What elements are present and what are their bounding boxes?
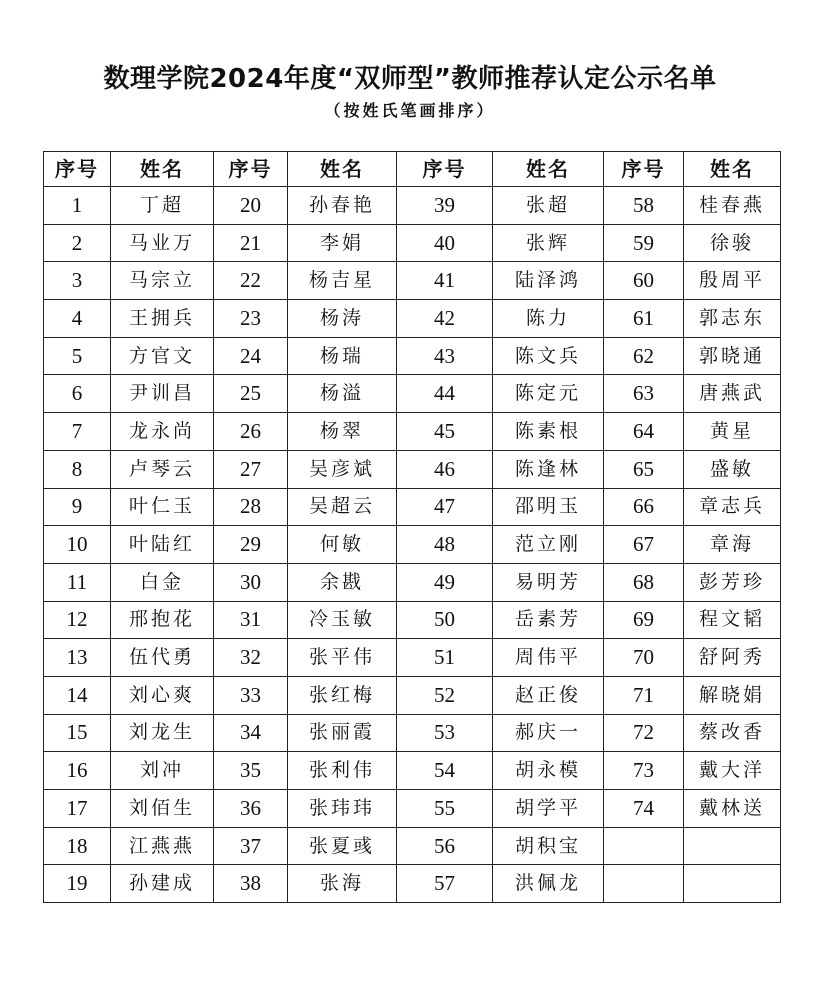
number-cell: 30 [214,563,288,601]
number-cell: 29 [214,526,288,564]
number-cell: 66 [604,488,684,526]
table-row [44,601,781,639]
table-row [44,563,781,601]
number-cell: 57 [397,865,493,903]
name-cell: 邢抱花 [111,601,214,639]
number-cell: 24 [214,337,288,375]
number-cell: 5 [44,337,111,375]
name-cell: 张超 [493,187,604,225]
number-cell: 53 [397,714,493,752]
number-cell: 55 [397,790,493,828]
name-cell: 尹训昌 [111,375,214,413]
name-cell: 郝庆一 [493,714,604,752]
table-header-row [44,152,781,187]
number-cell: 11 [44,563,111,601]
number-cell: 32 [214,639,288,677]
name-cell: 张丽霞 [288,714,397,752]
number-cell: 34 [214,714,288,752]
name-cell: 徐骏 [684,224,781,262]
table-row [44,714,781,752]
number-cell: 15 [44,714,111,752]
name-cell: 舒阿秀 [684,639,781,677]
name-cell: 戴林送 [684,790,781,828]
name-cell: 章海 [684,526,781,564]
number-cell: 41 [397,262,493,300]
table-row [44,790,781,828]
roster-table [43,151,781,903]
name-cell: 盛敏 [684,450,781,488]
table-row [44,752,781,790]
name-cell: 陆泽鸿 [493,262,604,300]
name-cell: 张辉 [493,224,604,262]
number-cell: 28 [214,488,288,526]
number-cell: 7 [44,413,111,451]
name-cell: 吴彦斌 [288,450,397,488]
number-cell: 47 [397,488,493,526]
table-row [44,375,781,413]
number-cell: 20 [214,187,288,225]
number-cell: 42 [397,300,493,338]
name-cell [684,827,781,865]
name-cell: 解晓娟 [684,676,781,714]
name-cell: 刘心爽 [111,676,214,714]
number-cell: 70 [604,639,684,677]
number-cell: 3 [44,262,111,300]
name-cell: 郭志东 [684,300,781,338]
number-cell: 60 [604,262,684,300]
number-cell: 65 [604,450,684,488]
table-row [44,865,781,903]
name-cell: 陈素根 [493,413,604,451]
table-row [44,413,781,451]
name-cell: 李娟 [288,224,397,262]
number-cell [604,827,684,865]
name-cell: 程文韬 [684,601,781,639]
number-cell: 48 [397,526,493,564]
name-cell: 杨涛 [288,300,397,338]
name-cell: 叶仁玉 [111,488,214,526]
number-cell: 13 [44,639,111,677]
name-cell: 马宗立 [111,262,214,300]
number-cell: 17 [44,790,111,828]
number-cell: 8 [44,450,111,488]
number-cell: 44 [397,375,493,413]
name-cell: 郭晓通 [684,337,781,375]
number-cell: 33 [214,676,288,714]
name-cell: 吴超云 [288,488,397,526]
number-cell: 59 [604,224,684,262]
number-cell: 19 [44,865,111,903]
name-cell: 黄星 [684,413,781,451]
number-cell: 56 [397,827,493,865]
table-row [44,450,781,488]
table-row [44,262,781,300]
header-cell-number: 序号 [604,152,684,187]
name-cell: 戴大洋 [684,752,781,790]
number-cell: 67 [604,526,684,564]
name-cell: 叶陆红 [111,526,214,564]
name-cell: 余戡 [288,563,397,601]
name-cell: 唐燕武 [684,375,781,413]
table-row [44,187,781,225]
number-cell [604,865,684,903]
table-row [44,337,781,375]
name-cell: 江燕燕 [111,827,214,865]
name-cell: 赵正俊 [493,676,604,714]
table-row [44,827,781,865]
number-cell: 40 [397,224,493,262]
number-cell: 51 [397,639,493,677]
number-cell: 21 [214,224,288,262]
name-cell: 杨瑞 [288,337,397,375]
number-cell: 52 [397,676,493,714]
name-cell: 马业万 [111,224,214,262]
header-cell-number: 序号 [214,152,288,187]
number-cell: 73 [604,752,684,790]
number-cell: 64 [604,413,684,451]
table-row [44,526,781,564]
page-subtitle: （按姓氏笔画排序） [324,101,496,120]
name-cell: 刘冲 [111,752,214,790]
name-cell: 王拥兵 [111,300,214,338]
name-cell: 杨吉星 [288,262,397,300]
name-cell: 刘龙生 [111,714,214,752]
number-cell: 10 [44,526,111,564]
name-cell: 邵明玉 [493,488,604,526]
number-cell: 50 [397,601,493,639]
name-cell: 冷玉敏 [288,601,397,639]
name-cell: 易明芳 [493,563,604,601]
name-cell: 龙永尚 [111,413,214,451]
header-cell-name: 姓名 [288,152,397,187]
name-cell: 方官文 [111,337,214,375]
name-cell: 胡学平 [493,790,604,828]
name-cell: 胡永模 [493,752,604,790]
number-cell: 46 [397,450,493,488]
table-row [44,224,781,262]
name-cell: 张平伟 [288,639,397,677]
name-cell: 丁超 [111,187,214,225]
number-cell: 72 [604,714,684,752]
name-cell: 卢琴云 [111,450,214,488]
header-cell-name: 姓名 [684,152,781,187]
number-cell: 74 [604,790,684,828]
number-cell: 2 [44,224,111,262]
number-cell: 9 [44,488,111,526]
number-cell: 26 [214,413,288,451]
number-cell: 16 [44,752,111,790]
name-cell: 杨溢 [288,375,397,413]
name-cell: 蔡改香 [684,714,781,752]
name-cell: 陈力 [493,300,604,338]
name-cell: 彭芳珍 [684,563,781,601]
name-cell: 陈文兵 [493,337,604,375]
name-cell: 伍代勇 [111,639,214,677]
number-cell: 62 [604,337,684,375]
number-cell: 39 [397,187,493,225]
name-cell: 范立刚 [493,526,604,564]
name-cell: 陈定元 [493,375,604,413]
number-cell: 69 [604,601,684,639]
name-cell: 岳素芳 [493,601,604,639]
name-cell: 杨翠 [288,413,397,451]
number-cell: 63 [604,375,684,413]
name-cell: 殷周平 [684,262,781,300]
number-cell: 37 [214,827,288,865]
table-row [44,300,781,338]
name-cell: 刘佰生 [111,790,214,828]
name-cell: 张利伟 [288,752,397,790]
name-cell: 周伟平 [493,639,604,677]
number-cell: 22 [214,262,288,300]
name-cell: 张海 [288,865,397,903]
number-cell: 6 [44,375,111,413]
number-cell: 25 [214,375,288,413]
number-cell: 12 [44,601,111,639]
name-cell: 张夏彧 [288,827,397,865]
number-cell: 14 [44,676,111,714]
number-cell: 38 [214,865,288,903]
number-cell: 61 [604,300,684,338]
number-cell: 68 [604,563,684,601]
header-cell-number: 序号 [397,152,493,187]
name-cell: 孙春艳 [288,187,397,225]
header-cell-number: 序号 [44,152,111,187]
number-cell: 1 [44,187,111,225]
name-cell: 张玮玮 [288,790,397,828]
name-cell [684,865,781,903]
name-cell: 陈逢林 [493,450,604,488]
table-row [44,488,781,526]
name-cell: 胡积宝 [493,827,604,865]
number-cell: 58 [604,187,684,225]
number-cell: 35 [214,752,288,790]
name-cell: 何敏 [288,526,397,564]
page-title: 数理学院2024年度“双师型”教师推荐认定公示名单 [103,64,717,94]
number-cell: 45 [397,413,493,451]
number-cell: 71 [604,676,684,714]
name-cell: 白金 [111,563,214,601]
name-cell: 章志兵 [684,488,781,526]
number-cell: 27 [214,450,288,488]
table-row [44,639,781,677]
number-cell: 4 [44,300,111,338]
number-cell: 54 [397,752,493,790]
table-row [44,676,781,714]
roster-body [44,187,781,903]
header-cell-name: 姓名 [111,152,214,187]
number-cell: 49 [397,563,493,601]
number-cell: 43 [397,337,493,375]
number-cell: 23 [214,300,288,338]
name-cell: 洪佩龙 [493,865,604,903]
name-cell: 桂春燕 [684,187,781,225]
number-cell: 36 [214,790,288,828]
name-cell: 孙建成 [111,865,214,903]
header-cell-name: 姓名 [493,152,604,187]
name-cell: 张红梅 [288,676,397,714]
number-cell: 31 [214,601,288,639]
number-cell: 18 [44,827,111,865]
